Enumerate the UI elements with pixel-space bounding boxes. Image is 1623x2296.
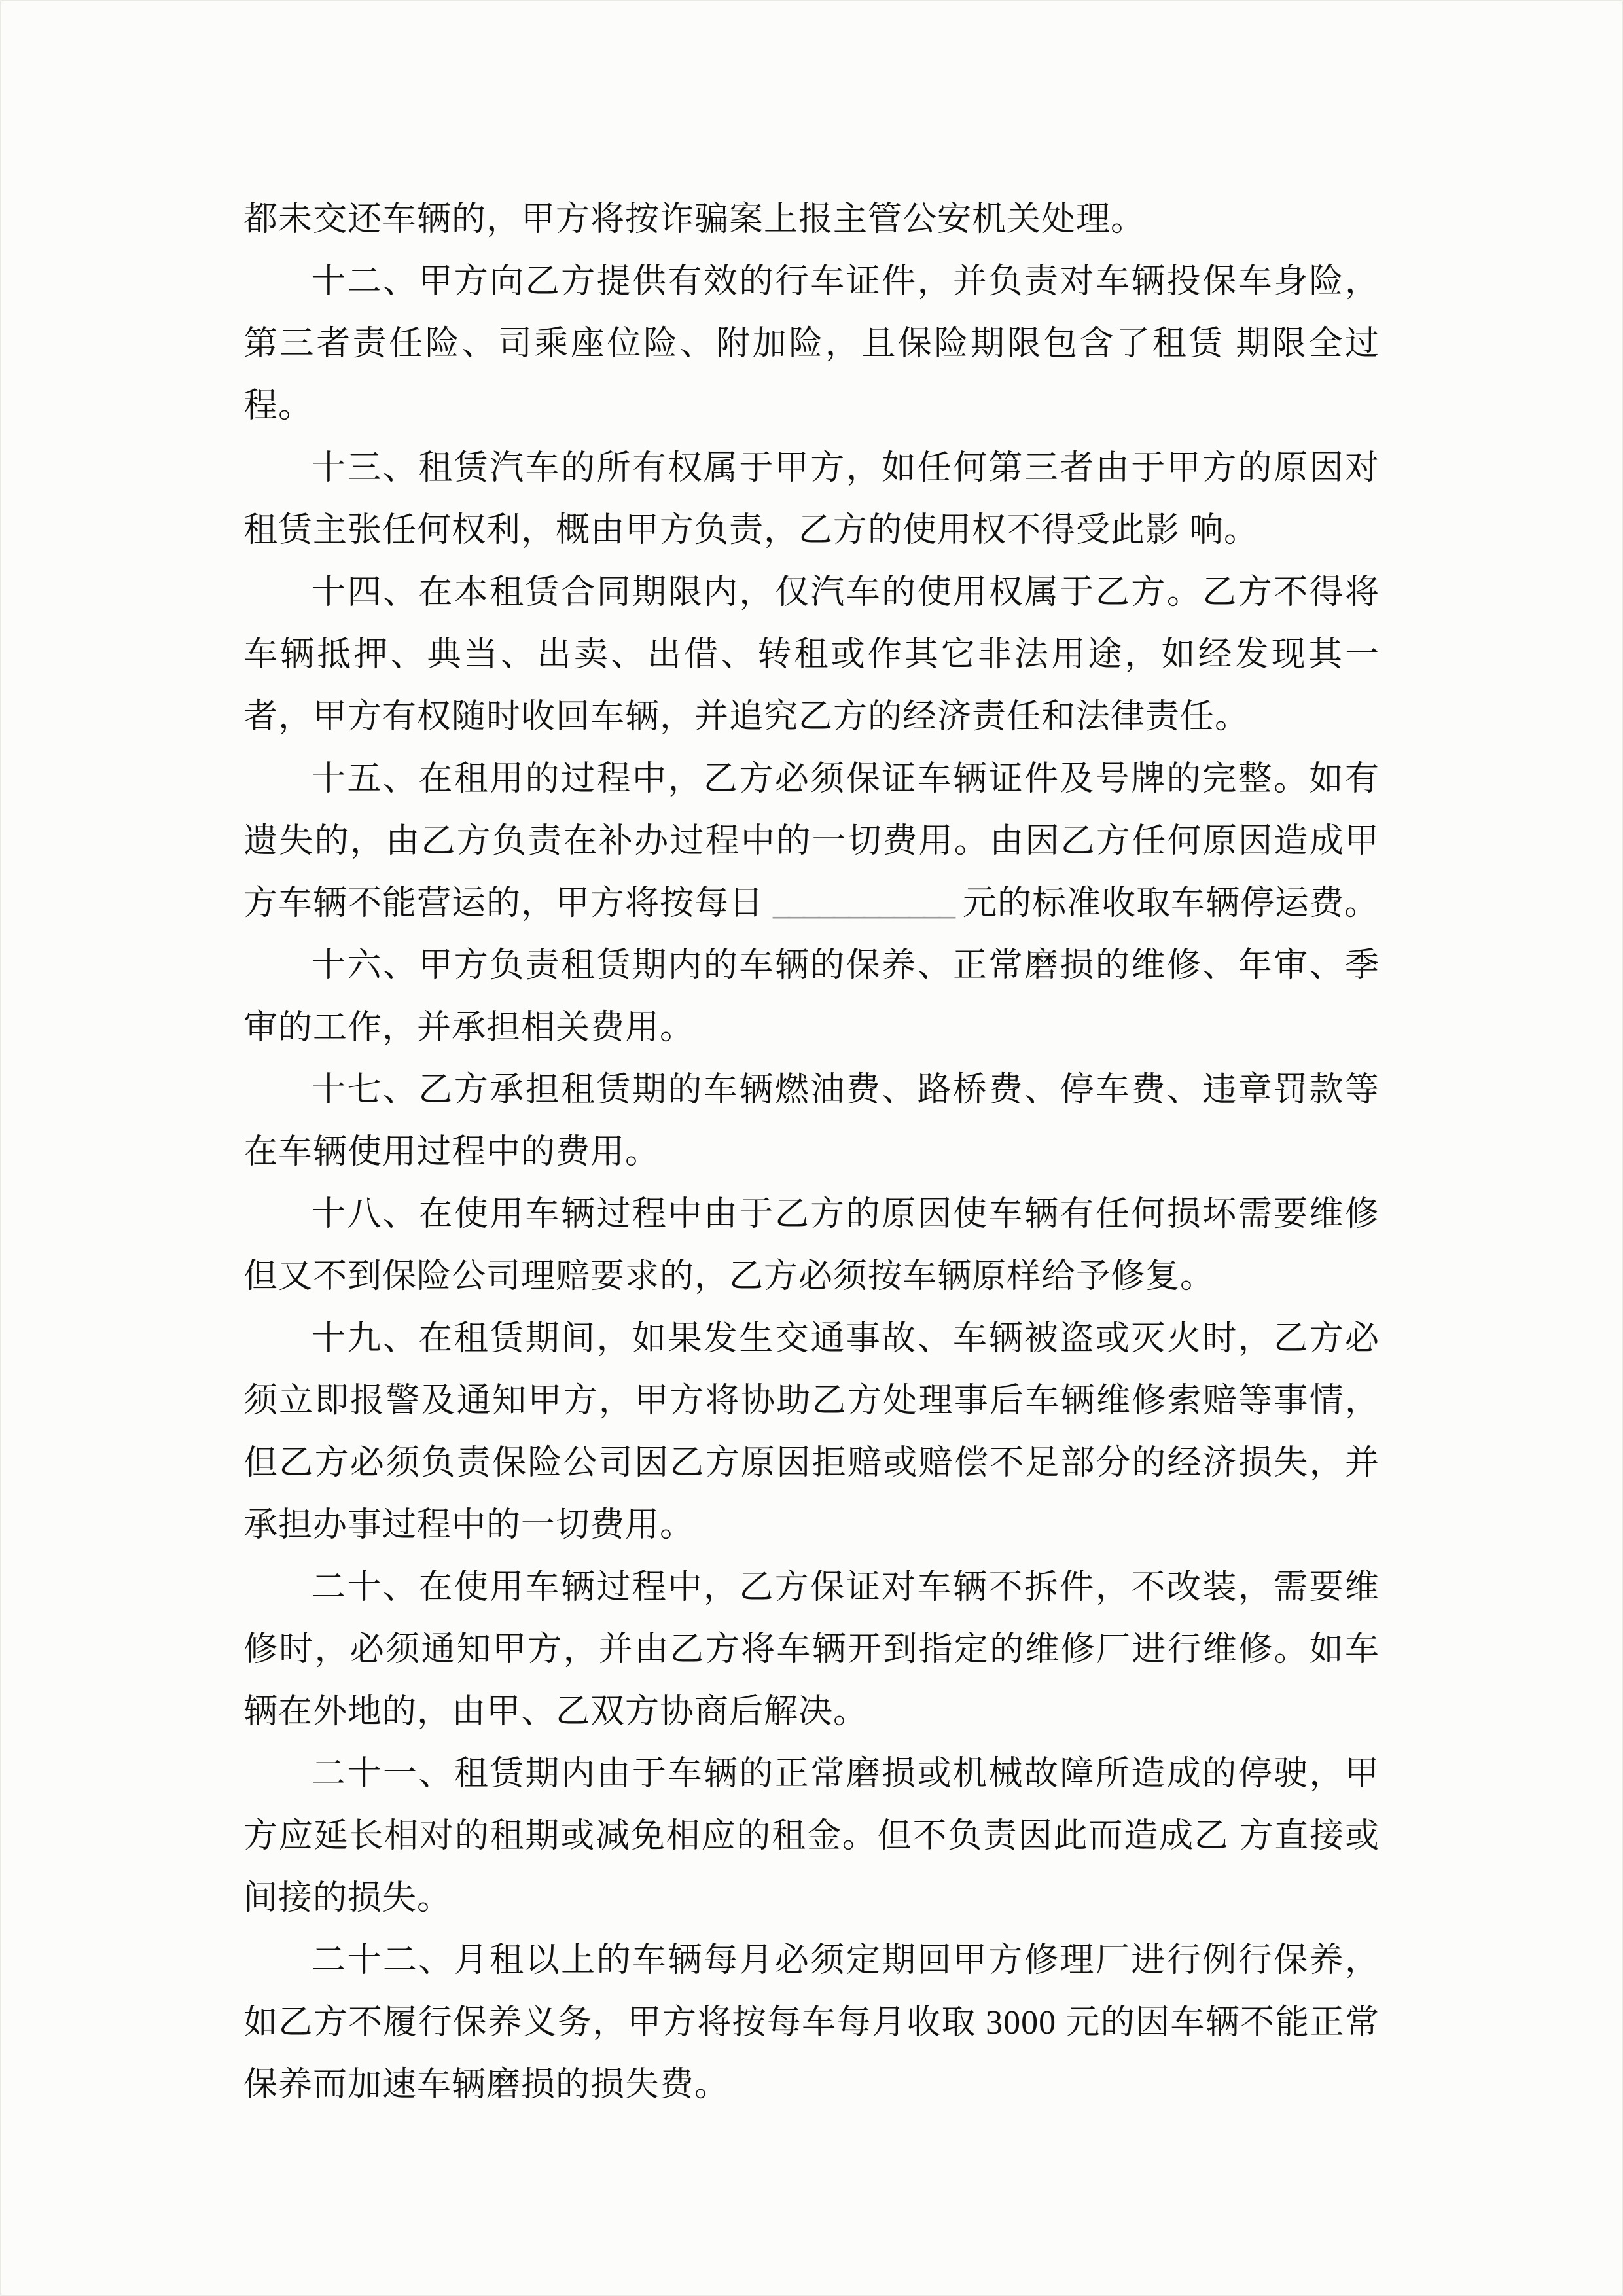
- paragraph-clause-17: 十七、乙方承担租赁期的车辆燃油费、路桥费、停车费、违章罚款等在车辆使用过程中的费用。: [243, 1071, 1380, 1171]
- paragraph-clause-15: [243, 748, 1380, 935]
- paragraph-clause-14: 十四、在本租赁合同期限内，仅汽车的使用权属于乙方。乙方不得将车辆抵押、典当、出卖、出借、转租或作其它非法用途，如经发现其一者，甲方有权随时收回车辆，并追究乙方的经济责任和法律责任。: [243, 574, 1380, 736]
- clause-15-text-before: 十五、在租用的过程中，乙方必须保证车辆证件及号牌的完整。如有遗失的，由乙方负责在补办过程中的一切费用。由因乙方任何原因造成甲方车辆不能营运的，甲方将按每日: [243, 761, 1380, 922]
- fill-in-blank-underline: ____________: [773, 885, 954, 922]
- paragraph-clause-16: 十六、甲方负责租赁期内的车辆的保养、正常磨损的维修、年审、季审的工作，并承担相关费用。: [243, 947, 1380, 1047]
- paragraph-clause-21: 二十一、租赁期内由于车辆的正常磨损或机械故障所造成的停驶，甲方应延长相对的租期或减免相应的租金。但不负责因此而造成乙 方直接或间接的损失。: [243, 1755, 1380, 1917]
- paragraph-clause-20: 二十、在使用车辆过程中，乙方保证对车辆不拆件，不改装，需要维修时，必须通知甲方，并由乙方将车辆开到指定的维修厂进行维修。如车辆在外地的，由甲、乙双方协商后解决。: [243, 1569, 1380, 1731]
- clause-15-text-after: 元的标准收取车辆停运费。: [963, 885, 1380, 922]
- paragraph-clause-19: 十九、在租赁期间，如果发生交通事故、车辆被盗或灭火时，乙方必须立即报警及通知甲方，甲方将协助乙方处理事后车辆维修索赔等事情，但乙方必须负责保险公司因乙方原因拒赔或赔偿不足部分的经济损失，并承担办事过程中的一切费用。: [243, 1320, 1380, 1544]
- paragraph-clause-13: 十三、租赁汽车的所有权属于甲方，如任何第三者由于甲方的原因对租赁主张任何权利，概由甲方负责，乙方的使用权不得受此影 响。: [243, 450, 1380, 549]
- paragraph-clause-18: 十八、在使用车辆过程中由于乙方的原因使车辆有任何损坏需要维修但又不到保险公司理赔要求的，乙方必须按车辆原样给予修复。: [243, 1196, 1380, 1295]
- paragraph-clause-12: 十二、甲方向乙方提供有效的行车证件，并负责对车辆投保车身险，第三者责任险、司乘座位险、附加险，且保险期限包含了租赁 期限全过程。: [243, 263, 1380, 425]
- paragraph-clause-22: 二十二、月租以上的车辆每月必须定期回甲方修理厂进行例行保养，如乙方不履行保养义务，甲方将按每车每月收取 3000 元的因车辆不能正常保养而加速车辆磨损的损失费。: [243, 1942, 1380, 2104]
- paragraph-continuation: 都未交还车辆的，甲方将按诈骗案上报主管公安机关处理。: [243, 201, 1146, 238]
